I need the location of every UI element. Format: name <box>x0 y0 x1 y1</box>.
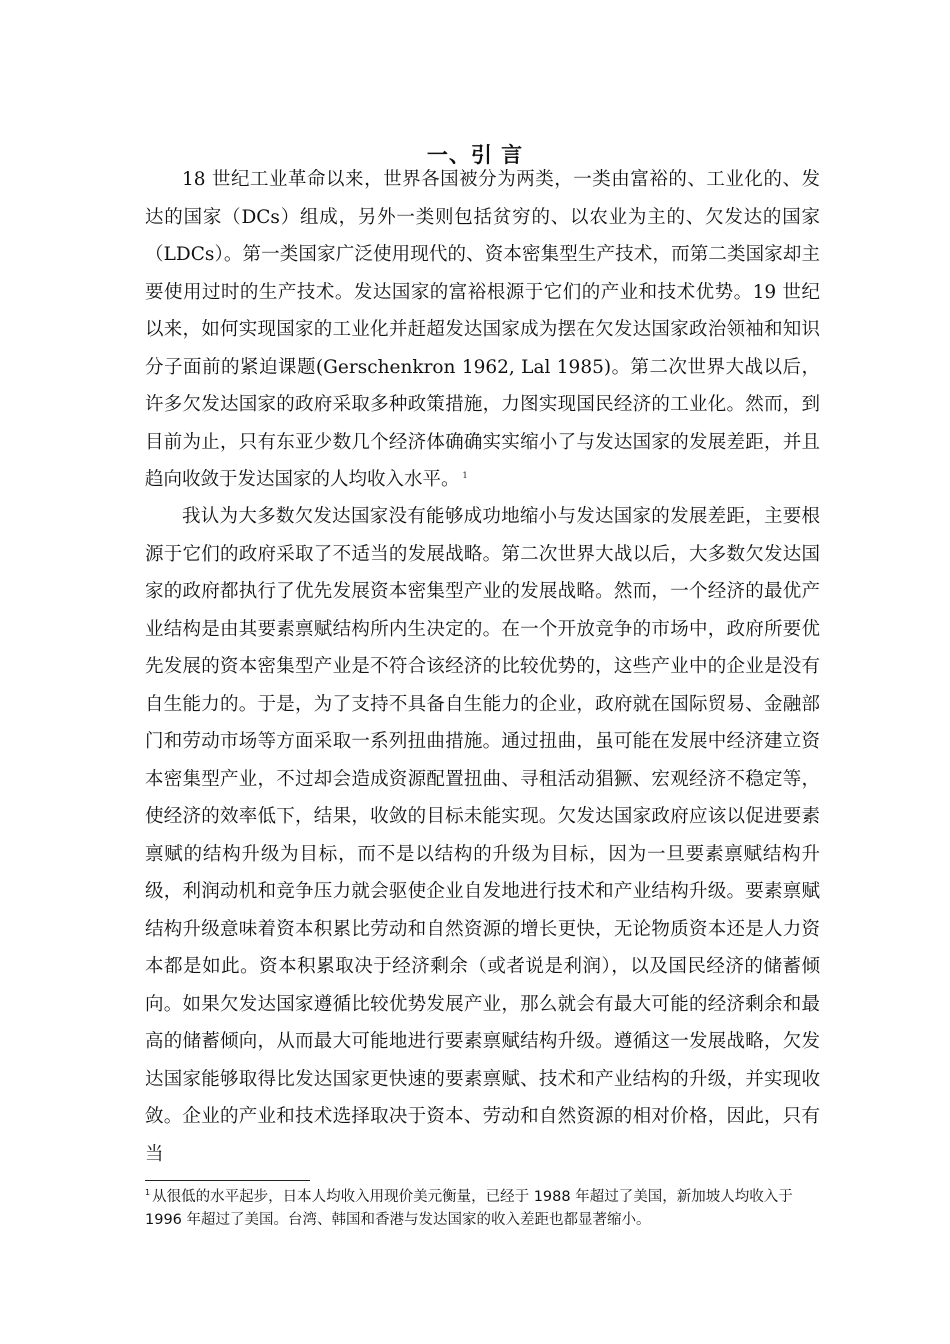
footnote-text: 从很低的水平起步，日本人均收入用现价美元衡量，已经于 1988 年超过了美国，新加坡人均收入于 1996 年超过了美国。台湾、韩国和香港与发达国家的收入差距也都显著缩小。 <box>145 1189 793 1228</box>
footnote-marker: 1 <box>145 1188 151 1197</box>
footnote <box>145 1186 810 1232</box>
footnote-reference[interactable]: 1 <box>462 471 468 480</box>
section-heading: 一、引 言 <box>426 142 524 167</box>
body-paragraph-1 <box>145 161 820 499</box>
body-paragraph-2: 我认为大多数欠发达国家没有能够成功地缩小与发达国家的发展差距，主要根源于它们的政府采取了不适当的发展战略。第二次世界大战以后，大多数欠发达国家的政府都执行了优先发展资本密集型产业的发展战略。然而，一个经济的最优产业结构是由其要素禀赋结构所内生决定的。在一个开放竞争的市场中，政府所要优先发展的资本密集型产业是不符合该经济的比较优势的，这些产业中的企业是没有自生能力的。于是，为了支持不具备自生能力的企业，政府就在国际贸易、金融部门和劳动市场等方面采取一系列扭曲措施。通过扭曲，虽可能在发展中经济建立资本密集型产业，不过却会造成资源配置扭曲、寻租活动猖獗、宏观经济不稳定等，使经济的效率低下，结果，收敛的目标未能实现。欠发达国家政府应该以促进要素禀赋的结构升级为目标，而不是以结构的升级为目标，因为一旦要素禀赋结构升级，利润动机和竞争压力就会驱使企业自发地进行技术和产业结构升级。要素禀赋结构升级意味着资本积累比劳动和自然资源的增长更快，无论物质资本还是人力资本都是如此。资本积累取决于经济剩余（或者说是利润），以及国民经济的储蓄倾向。如果欠发达国家遵循比较优势发展产业，那么就会有最大可能的经济剩余和最高的储蓄倾向，从而最大可能地进行要素禀赋结构升级。遵循这一发展战略，欠发达国家能够取得比发达国家更快速的要素禀赋、技术和产业结构的升级，并实现收敛。企业的产业和技术选择取决于资本、劳动和自然资源的相对价格，因此，只有当 <box>145 506 820 1165</box>
paragraph-1-text: 18 世纪工业革命以来，世界各国被分为两类，一类由富裕的、工业化的、发达的国家（DCs）组成，另外一类则包括贫穷的、以农业为主的、欠发达的国家（LDCs）。第一类国家广泛使用现代的、资本密集型生产技术，而第二类国家却主要使用过时的生产技术。发达国家的富裕根源于它们的产业和技术优势。19 世纪以来，如何实现国家的工业化并赶超发达国家成为摆在欠发达国家政治领袖和知识分子面前的紧迫课题(Gerschenkron 1962, Lal 1985)。第二次世界大战以后，许多欠发达国家的政府采取多种政策措施，力图实现国民经济的工业化。然而，到目前为止，只有东亚少数几个经济体确确实实缩小了与发达国家的发展差距，并且趋向收敛于发达国家的人均收入水平。 <box>145 169 820 490</box>
footnote-separator <box>145 1180 310 1181</box>
